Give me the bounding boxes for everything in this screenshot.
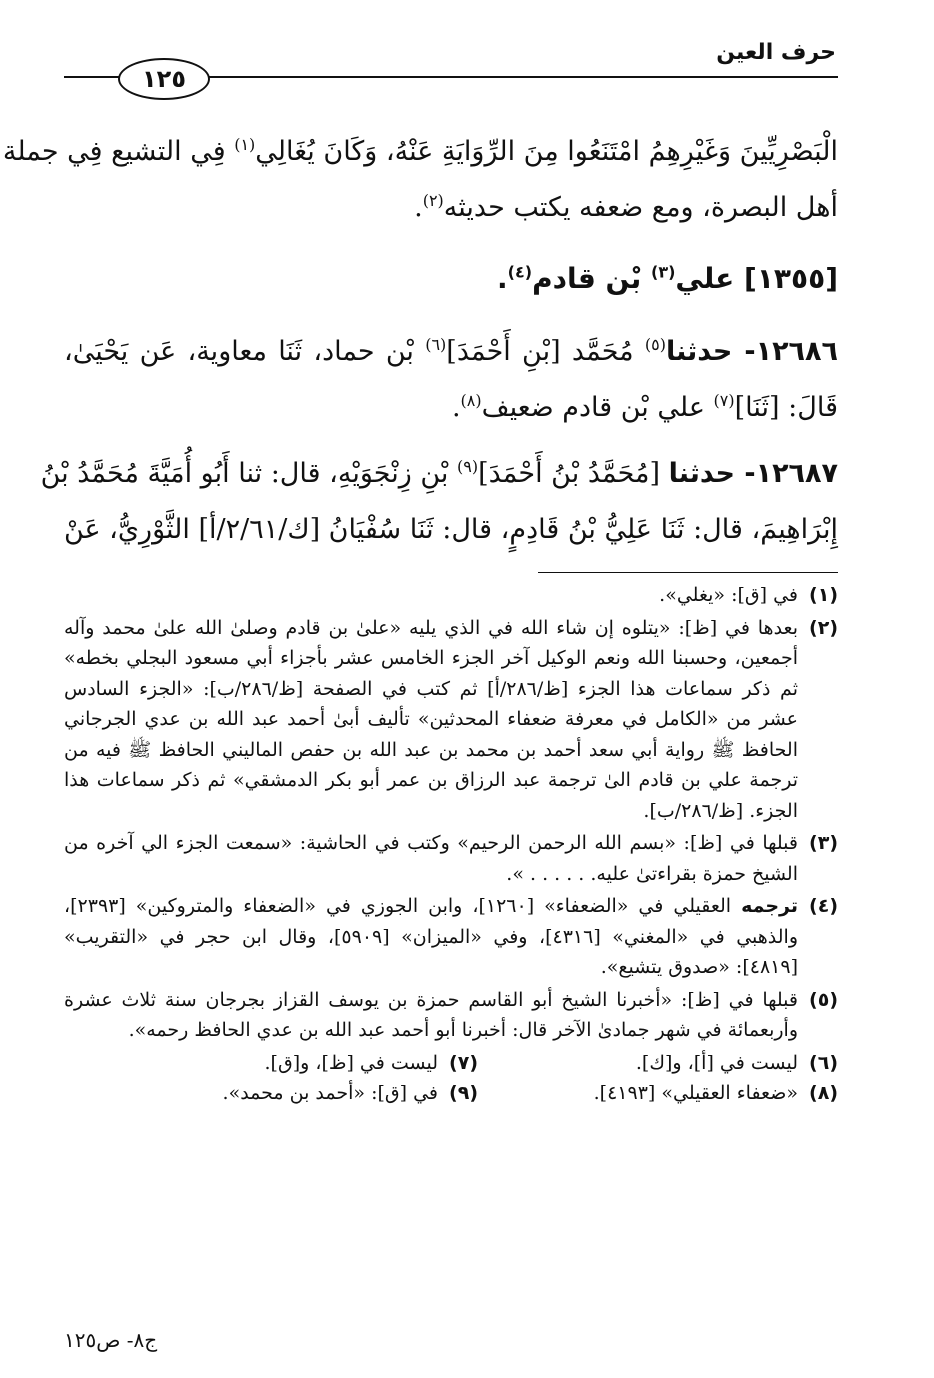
hadith-12686-line-2-b: علي بْن قادم ضعيف: [481, 392, 714, 423]
hadith-12687-text-a: [مُحَمَّدُ بْنُ أَحْمَدَ]: [478, 458, 669, 489]
hadith-12687-label: ١٢٦٨٧- حدثنا: [668, 458, 838, 489]
footnote-bold-word: ترجمه: [741, 895, 798, 917]
footnote-number: (٣): [809, 832, 838, 854]
hadith-12686-line-2-a: قَالَ: [ثَنَا]: [734, 392, 838, 423]
footnote-3: [64, 828, 838, 889]
footnote-row-8-9: [64, 1078, 838, 1109]
footnote-ref-8: (٨): [460, 391, 482, 410]
hadith-12686-text-a: مُحَمَّد [بْنِ أَحْمَدَ]: [446, 336, 645, 367]
entry-heading: [497, 262, 838, 295]
hadith-12687-line-1: [40, 446, 838, 502]
footnote-number: (٥): [809, 988, 838, 1011]
hadith-12686-label: ١٢٦٨٦- حدثنا: [665, 336, 838, 367]
hadith-12687: [40, 446, 838, 558]
footnote-ref-5: (٥): [644, 335, 666, 354]
main-line-2-end: .: [414, 192, 423, 223]
main-line-1-text: الْبَصْرِيِّينَ وَغَيْرِهِمُ امْتَنَعُوا مِنَ الرِّوَايَةِ عَنْهُ، وَكَانَ يُغَالِي: [255, 136, 838, 167]
footnote-row-6-7: [64, 1048, 838, 1079]
footnote-ref-2: (٢): [422, 191, 444, 210]
footnote-number: (٦): [809, 1051, 838, 1074]
entry-end: .: [497, 262, 508, 295]
hadith-12686-line-2: [64, 380, 838, 436]
footnote-number: (٢): [809, 616, 838, 639]
footnote-number: (١): [809, 584, 838, 606]
main-text: [2, 124, 838, 236]
footnote-6: [478, 1048, 838, 1079]
footnote-text: قبلها في [ظ]: «أخبرنا الشيخ أبو القاسم حمزة بن يوسف القزاز بجرجان سنة ثلاث عشرة وأربعمائة في شهر جمادىٰ الآخر قال: أخبرنا أبو أحمد عبد الله بن عدي الحافظ رحمه».: [64, 988, 798, 1041]
main-line-1: [2, 124, 838, 180]
footnote-number: (٧): [449, 1051, 478, 1074]
footnote-text: في [ق]: «يغلي».: [659, 584, 798, 606]
footnote-number: (٨): [809, 1082, 838, 1104]
footnote-8: [478, 1078, 838, 1109]
footnote-number: (٩): [449, 1082, 478, 1104]
footnote-1: [64, 580, 838, 611]
volume-page-marker: ج٨- ص١٢٥: [64, 1328, 158, 1352]
entry-number: [١٣٥٥]: [744, 262, 838, 295]
main-line-2: [64, 180, 838, 236]
footnote-text: ليست في [أ]، و[ك].: [635, 1051, 798, 1074]
footnotes: [64, 580, 838, 1109]
footnote-ref-1: (١): [234, 135, 256, 154]
hadith-12687-line-2: إِبْرَاهِيمَ، قال: ثَنَا عَلِيُّ بْنُ قَادِمٍ، قال: ثَنَا سُفْيَانُ [ك/٢/٦١/أ] الثَّوْرِيُّ، عَنْ: [63, 514, 838, 545]
footnote-text: [64, 891, 798, 983]
page-number-oval: ١٢٥: [118, 58, 210, 100]
chapter-title: حرف العين: [716, 40, 836, 65]
hadith-12686: [64, 324, 838, 436]
footnote-5: [64, 985, 838, 1046]
main-line-1-end: فِي التشيع فِي جملة: [2, 136, 235, 167]
footnote-ref-9: (٩): [457, 457, 479, 476]
hadith-12686-line-2-end: .: [451, 392, 461, 423]
entry-name-a: علي: [675, 262, 735, 295]
footnote-ref-3: (٣): [651, 262, 676, 282]
footnote-text: قبلها في [ظ]: «بسم الله الرحمن الرحيم» وكتب في الحاشية: «سمعت الجزء الي آخره من الشيخ حمزة بقراءتىٰ عليه. . . . . . ».: [64, 832, 798, 885]
main-line-2-text: أهل البصرة، ومع ضعفه يكتب حديثه: [443, 192, 838, 223]
footnote-4: [64, 891, 838, 983]
hadith-12686-text-b: بْن حماد، ثَنَا معاوية، عَن يَحْيَىٰ،: [64, 336, 426, 367]
footnote-text: «ضعفاء العقيلي» [٤١٩٣].: [593, 1082, 798, 1104]
footnote-text: ليست في [ظ]، و[ق].: [264, 1051, 438, 1074]
entry-name-b: بْن قادم: [532, 262, 642, 295]
footnote-9: [118, 1078, 478, 1109]
footnote-number: (٤): [809, 895, 838, 917]
footnote-ref-4: (٤): [507, 262, 533, 282]
hadith-12686-line-1: [64, 324, 838, 380]
footnote-text: بعدها في [ظ]: «يتلوه إن شاء الله في الذي يليه «علىٰ بن قادم وصلىٰ الله علىٰ محمد وآله أجمعين، وحسبنا الله ونعم الوكيل آخر الجزء الخامس عشر بأجزاء أبي مسعود البجلي بخطه» ثم ذكر سماعات هذا الجزء [ظ/٢٨٦/أ] ثم كتب في الصفحة [ظ/٢٨٦/ب]: «الجزء السادس عشر من «الكامل في معرفة ضعفاء المحدثين» تأليف أبىٰ أحمد عبد الله بن عدي الجرجاني الحافظ ﷺ رواية أبي سعد أحمد بن محمد بن عبد الله بن حفص الماليني الحافظ ﷺ فيه من ترجمة علي بن قادم الىٰ ترجمة عبد الرزاق بن عمر أبو بكر الدمشقي» ثم ذكر سماعات هذا الجزء. [ظ/٢٨٦/ب].: [64, 616, 798, 822]
footnote-text: في [ق]: «أحمد بن محمد».: [222, 1082, 438, 1104]
footnote-ref-6: (٦): [425, 335, 447, 354]
footnote-rest: العقيلي في «الضعفاء» [١٢٦٠]، وابن الجوزي في «الضعفاء والمتروكين» [٢٣٩٣]، والذهبي في «المغني» [٤٣١٦]، وفي «الميزان» [٥٩٠٩]، وقال ابن حجر في «التقريب» [٤٨١٩]: «صدوق يتشيع».: [64, 895, 798, 978]
footnote-separator: [538, 572, 838, 573]
footnote-ref-7: (٧): [713, 391, 735, 410]
footnote-2: [64, 613, 838, 827]
footnote-7: [118, 1048, 478, 1079]
hadith-12687-text-b: بْنِ زِنْجَوَيْهِ، قال: ثنا أَبُو أُمَيَّةَ مُحَمَّدُ بْنُ: [40, 458, 457, 489]
